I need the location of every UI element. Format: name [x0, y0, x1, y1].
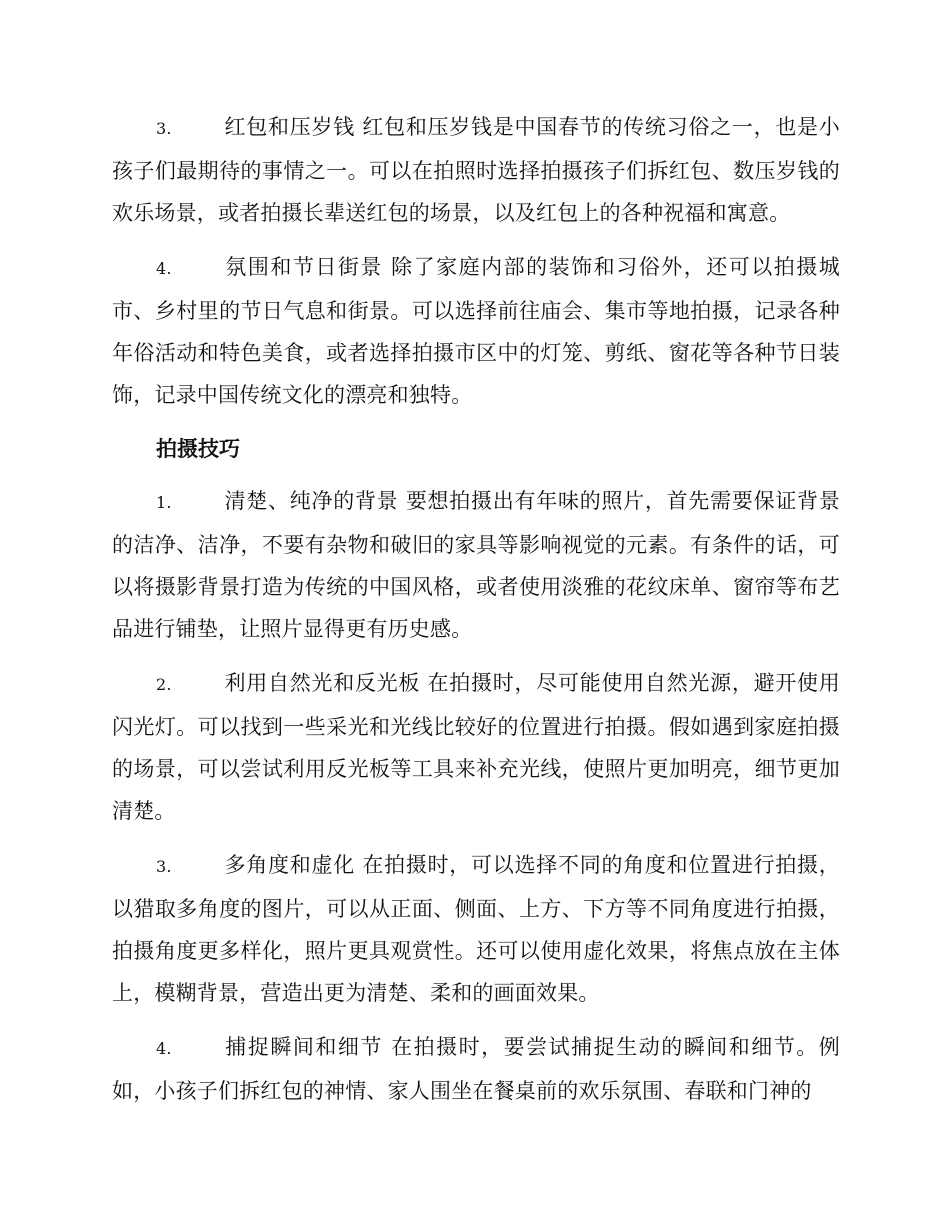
list-item-number: 4. [156, 1039, 172, 1058]
list-item-text: 多角度和虚化 在拍摄时，可以选择不同的角度和位置进行拍摄，以猎取多角度的图片，可以从正面、侧面、上方、下方等不同角度进行拍摄，拍摄角度更多样化，照片更具观赏性。还可以使用虚化效果，将焦点放在主体上，模糊背景，营造出更为清楚、柔和的画面效果。 [112, 853, 840, 1005]
list-item-number: 3. [156, 857, 172, 876]
list-item-number: 1. [156, 493, 172, 512]
list-item-number: 2. [156, 675, 172, 694]
list-item-number: 3. [156, 119, 172, 138]
list-item [112, 106, 840, 234]
list-item [112, 662, 840, 832]
document-page [112, 106, 840, 1124]
list-item-text: 红包和压岁钱 红包和压岁钱是中国春节的传统习俗之一，也是小孩子们最期待的事情之一。可以在拍照时选择拍摄孩子们拆红包、数压岁钱的欢乐场景，或者拍摄长辈送红包的场景，以及红包上的各种祝福和寓意。 [112, 115, 840, 225]
list-item-text: 氛围和节日街景 除了家庭内部的装饰和习俗外，还可以拍摄城市、乡村里的节日气息和街景。可以选择前往庙会、集市等地拍摄，记录各种年俗活动和特色美食，或者选择拍摄市区中的灯笼、剪纸、窗花等各种节日装饰，记录中国传统文化的漂亮和独特。 [112, 255, 840, 407]
list-item-text: 利用自然光和反光板 在拍摄时，尽可能使用自然光源，避开使用闪光灯。可以找到一些采光和光线比较好的位置进行拍摄。假如遇到家庭拍摄的场景，可以尝试利用反光板等工具来补充光线，使照片更加明亮，细节更加清楚。 [112, 671, 840, 823]
list-item [112, 1026, 840, 1112]
list-item [112, 844, 840, 1014]
list-item-text: 捕捉瞬间和细节 在拍摄时，要尝试捕捉生动的瞬间和细节。例如，小孩子们拆红包的神情、家人围坐在餐桌前的欢乐氛围、春联和门神的 [112, 1035, 840, 1103]
section-heading: 拍摄技巧 [156, 436, 240, 461]
list-item [112, 246, 840, 416]
list-item [112, 480, 840, 650]
list-item-text: 清楚、纯净的背景 要想拍摄出有年味的照片，首先需要保证背景的洁净、洁净，不要有杂物和破旧的家具等影响视觉的元素。有条件的话，可以将摄影背景打造为传统的中国风格，或者使用淡雅的花纹床单、窗帘等布艺品进行铺垫，让照片显得更有历史感。 [112, 489, 840, 641]
list-item-number: 4. [156, 259, 172, 278]
